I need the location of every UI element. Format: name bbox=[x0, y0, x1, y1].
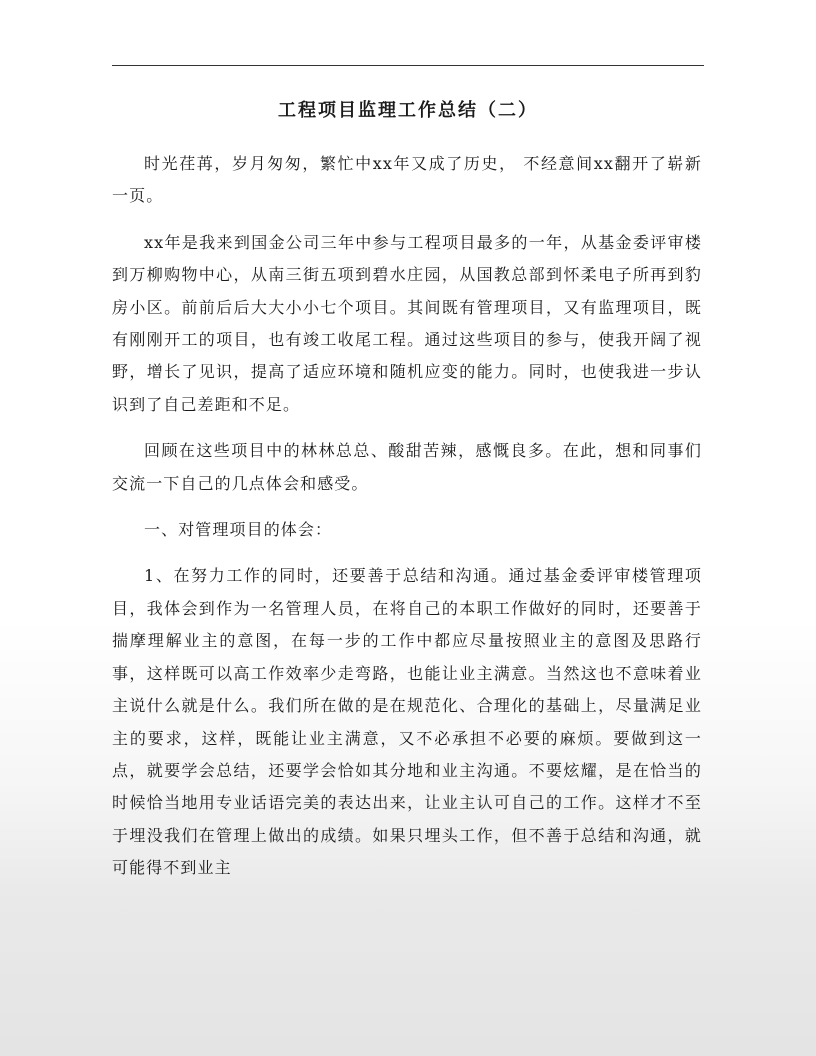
paragraph-4: 1、在努力工作的同时，还要善于总结和沟通。通过基金委评审楼管理项目，我体会到作为一名管理人员，在将自己的本职工作做好的同时，还要善于揣摩理解业主的意图，在每一步的工作中都应尽量按照业主的意图及思路行事，这样既可以高工作效率少走弯路，也能让业主满意。当然这也不意味着业主说什么就是什么。我们所在做的是在规范化、合理化的基础上，尽量满足业主的要求，这样，既能让业主满意，又不必承担不必要的麻烦。要做到这一点，就要学会总结，还要学会恰如其分地和业主沟通。不要炫耀，是在恰当的时候恰当地用专业话语完美的表达出来，让业主认可自己的工作。这样才不至于埋没我们在管理上做出的成绩。如果只埋头工作，但不善于总结和沟通，就可能得不到业主 bbox=[112, 566, 702, 878]
document-body bbox=[112, 148, 702, 899]
header-rule bbox=[112, 65, 704, 66]
paragraph-3: 回顾在这些项目中的林林总总、酸甜苦辣，感慨良多。在此，想和同事们交流一下自己的几点体会和感受。 bbox=[112, 441, 702, 493]
document-title: 工程项目监理工作总结（二） bbox=[278, 100, 538, 121]
paragraph-1: 时光荏苒，岁月匆匆，繁忙中xx年又成了历史， 不经意间xx翻开了崭新一页。 bbox=[112, 154, 702, 206]
section-heading-1: 一、对管理项目的体会： bbox=[144, 520, 333, 540]
paragraph-2: xx年是我来到国金公司三年中参与工程项目最多的一年，从基金委评审楼到万柳购物中心，从南三街五项到碧水庄园，从国教总部到怀柔电子所再到豹房小区。前前后后大大小小七个项目。其间既有管理项目，又有监理项目，既有刚刚开工的项目，也有竣工收尾工程。通过这些项目的参与，使我开阔了视野，增长了见识，提高了适应环境和随机应变的能力。同时，也使我进一步认识到了自己差距和不足。 bbox=[112, 232, 702, 414]
